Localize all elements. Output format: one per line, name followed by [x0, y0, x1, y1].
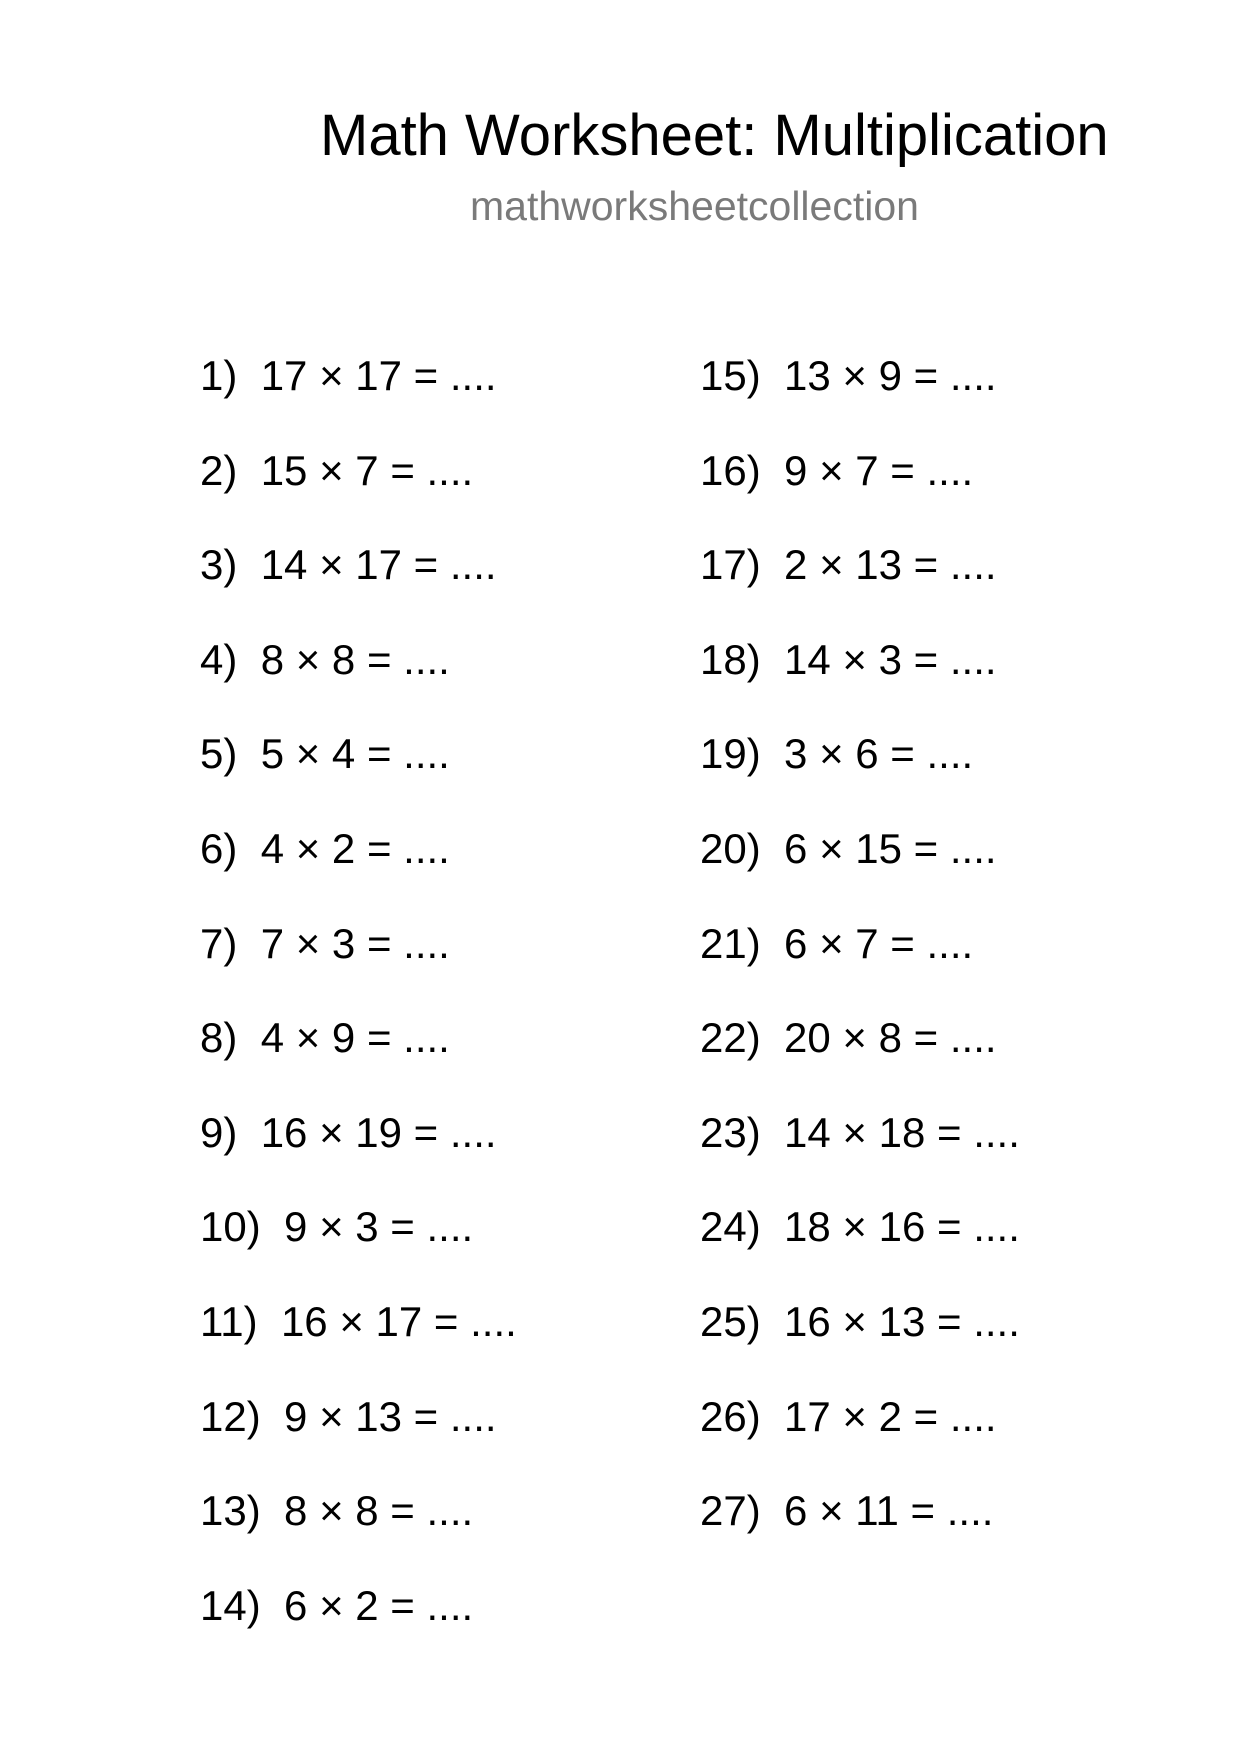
problem-expression: 2 × 13 = ....: [784, 541, 997, 589]
problem-item: [200, 535, 517, 630]
problem-expression: 18 × 16 = ....: [784, 1203, 1020, 1251]
problem-column-left: [200, 346, 517, 1670]
problem-number: 11): [200, 1297, 258, 1345]
problem-number: 6): [200, 824, 238, 872]
problem-item: [200, 1292, 517, 1387]
problem-item: [200, 819, 517, 914]
problem-number: 7): [200, 919, 238, 967]
problem-number: 10): [200, 1203, 261, 1251]
problem-expression: 8 × 8 = ....: [284, 1487, 474, 1535]
problem-item: [200, 1387, 517, 1482]
problem-number: 18): [700, 635, 761, 683]
problem-expression: 13 × 9 = ....: [784, 352, 997, 399]
page-title: Math Worksheet: Multiplication: [320, 103, 1109, 168]
problem-expression: 8 × 8 = ....: [260, 635, 450, 683]
problem-expression: 17 × 17 = ....: [260, 352, 497, 399]
problem-item: [200, 1103, 517, 1198]
problem-item: [700, 1008, 1020, 1103]
problem-number: 19): [700, 730, 761, 778]
problem-expression: 6 × 15 = ....: [784, 824, 997, 872]
problem-item: [700, 1103, 1020, 1198]
page-subtitle: mathworksheetcollection: [470, 183, 919, 229]
problem-item: [700, 1387, 1020, 1482]
problem-number: 4): [200, 635, 238, 683]
problem-expression: 9 × 13 = ....: [284, 1392, 497, 1440]
problem-item: [700, 1292, 1020, 1387]
problem-item: [200, 630, 517, 725]
problem-number: 25): [700, 1297, 761, 1345]
problem-item: [200, 346, 517, 441]
problem-number: 5): [200, 730, 238, 778]
problem-number: 24): [700, 1203, 761, 1251]
problem-item: [200, 441, 517, 536]
problem-item: [200, 914, 517, 1009]
problem-expression: 9 × 3 = ....: [284, 1203, 474, 1251]
problem-item: [200, 724, 517, 819]
problem-number: 20): [700, 824, 761, 872]
problem-number: 26): [700, 1392, 761, 1440]
problem-number: 16): [700, 446, 761, 494]
problem-number: 22): [700, 1014, 761, 1062]
problem-item: [200, 1481, 517, 1576]
problem-expression: 17 × 2 = ....: [784, 1392, 997, 1440]
problem-item: [200, 1197, 517, 1292]
problem-number: 13): [200, 1487, 261, 1535]
problem-number: 2): [200, 446, 238, 494]
problem-expression: 4 × 2 = ....: [260, 824, 450, 872]
problem-number: 21): [700, 919, 761, 967]
problem-number: 12): [200, 1392, 261, 1440]
problem-item: [700, 535, 1020, 630]
problem-expression: 6 × 11 = ....: [784, 1487, 994, 1535]
problem-number: 3): [200, 541, 238, 589]
problem-item: [200, 1576, 517, 1671]
problem-number: 23): [700, 1108, 761, 1156]
problem-number: 1): [200, 352, 238, 399]
problem-item: [700, 441, 1020, 536]
problem-item: [700, 630, 1020, 725]
problem-expression: 5 × 4 = ....: [260, 730, 450, 778]
problem-item: [200, 1008, 517, 1103]
problem-item: [700, 819, 1020, 914]
problem-expression: 9 × 7 = ....: [784, 446, 974, 494]
problem-expression: 14 × 17 = ....: [260, 541, 497, 589]
problem-number: 27): [700, 1487, 761, 1535]
problem-item: [700, 914, 1020, 1009]
problem-expression: 16 × 13 = ....: [784, 1297, 1020, 1345]
problem-expression: 14 × 3 = ....: [784, 635, 997, 683]
problem-column-right: [700, 346, 1020, 1576]
problem-expression: 15 × 7 = ....: [260, 446, 474, 494]
problem-item: [700, 724, 1020, 819]
problem-expression: 16 × 17 = ....: [280, 1297, 517, 1345]
problem-number: 15): [700, 352, 761, 399]
problem-item: [700, 1481, 1020, 1576]
problem-number: 14): [200, 1581, 261, 1629]
problem-expression: 6 × 2 = ....: [284, 1581, 474, 1629]
problem-expression: 3 × 6 = ....: [784, 730, 974, 778]
problem-expression: 16 × 19 = ....: [260, 1108, 497, 1156]
problem-expression: 6 × 7 = ....: [784, 919, 974, 967]
problem-number: 17): [700, 541, 761, 589]
problem-number: 8): [200, 1014, 238, 1062]
problem-expression: 7 × 3 = ....: [260, 919, 450, 967]
problem-item: [700, 1197, 1020, 1292]
problem-expression: 20 × 8 = ....: [784, 1014, 997, 1062]
problem-item: [700, 346, 1020, 441]
problem-expression: 14 × 18 = ....: [784, 1108, 1020, 1156]
problem-expression: 4 × 9 = ....: [260, 1014, 450, 1062]
problem-number: 9): [200, 1108, 238, 1156]
